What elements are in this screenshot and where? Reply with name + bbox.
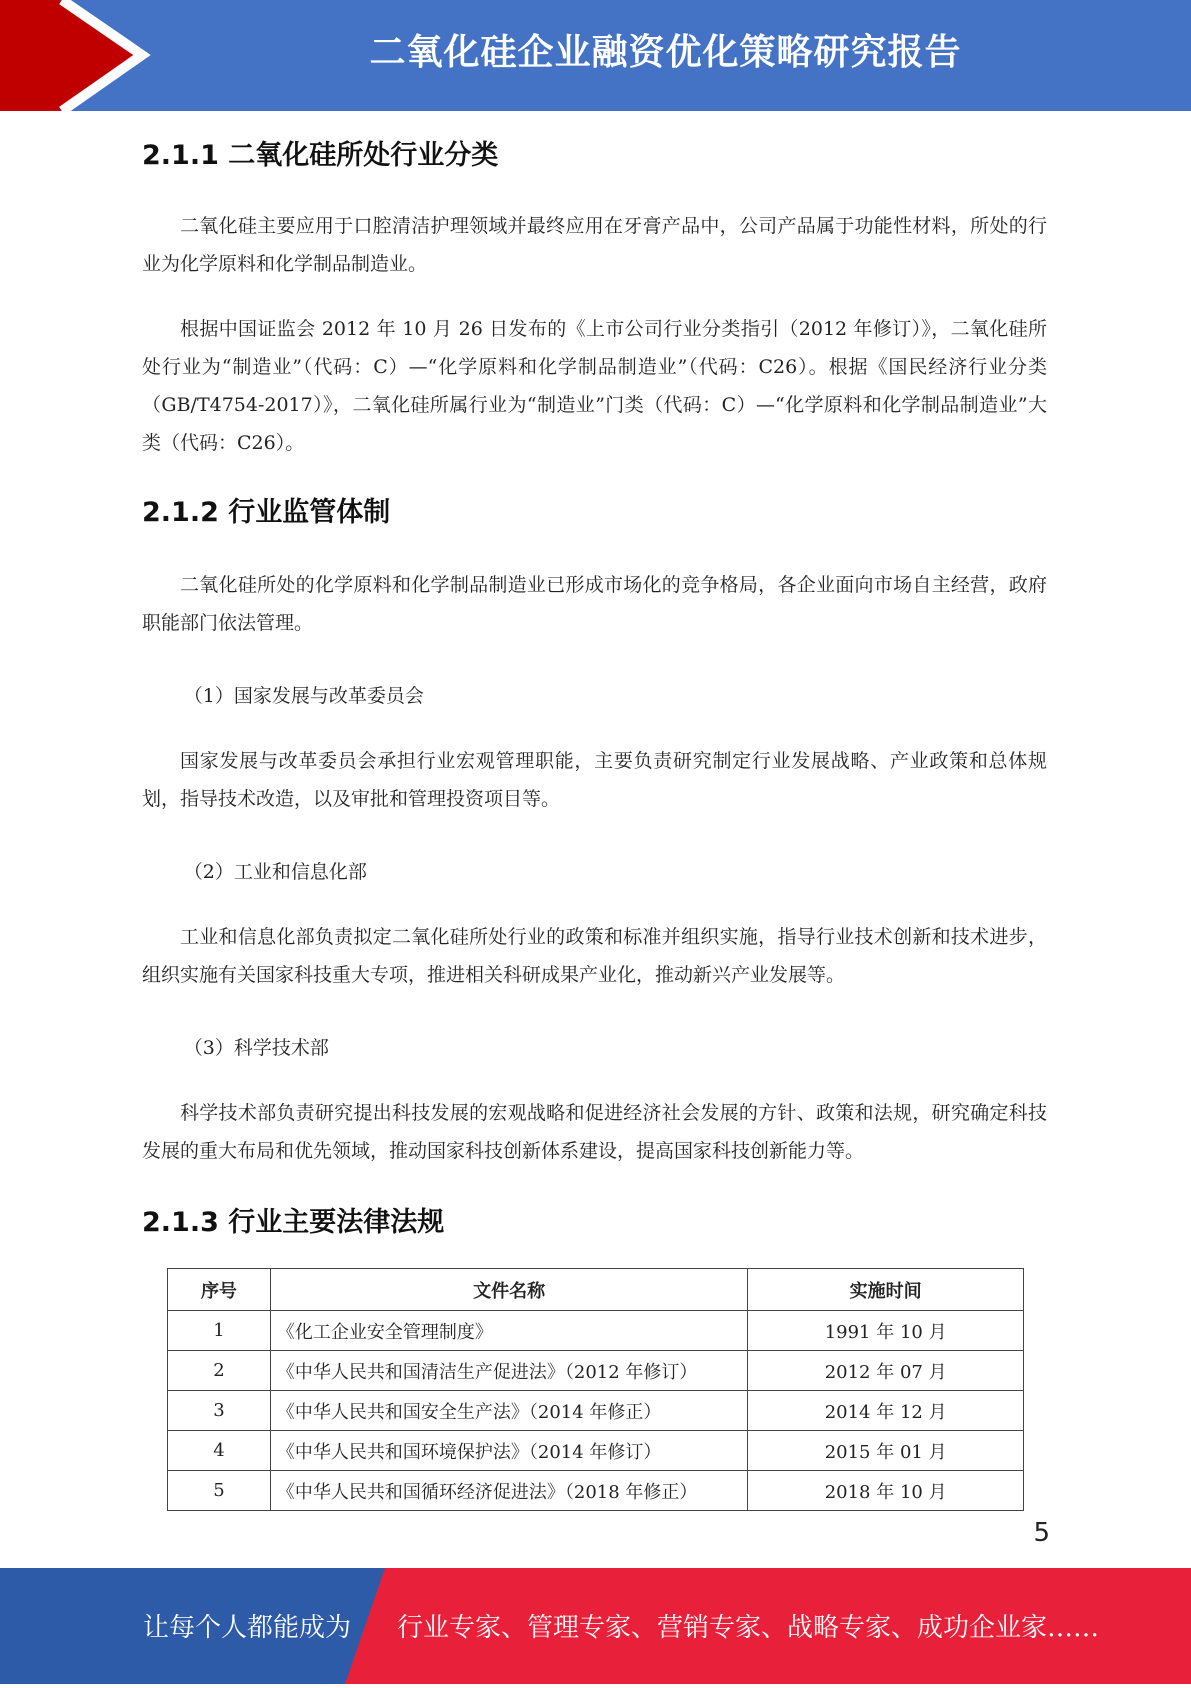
footer-slogan-right: 行业专家、管理专家、营销专家、战略专家、成功企业家…… — [397, 1613, 1100, 1643]
paragraph: 国家发展与改革委员会承担行业宏观管理职能，主要负责研究制定行业发展战略、产业政策和总体规划，指导技术改造，以及审批和管理投资项目等。 — [142, 750, 1047, 810]
table-row — [168, 1351, 1024, 1391]
effective-date: 2018 年 10 月 — [748, 1471, 1024, 1511]
report-title: 二氧化硅企业融资优化策略研究报告 — [369, 32, 962, 73]
table-header-row — [168, 1269, 1024, 1311]
document-name: 《中华人民共和国循环经济促进法》（2018 年修正） — [270, 1471, 747, 1511]
row-index: 3 — [168, 1391, 271, 1431]
table-continuation-clip — [0, 1515, 1191, 1545]
section-heading-2-1-3: 2.1.3 行业主要法律法规 — [142, 1207, 445, 1238]
subsection-label: （3）科学技术部 — [183, 1037, 329, 1059]
section-heading-2-1-1: 2.1.1 二氧化硅所处行业分类 — [142, 140, 499, 171]
paragraph: 根据中国证监会 2012 年 10 月 26 日发布的《上市公司行业分类指引（2012 年修订）》，二氧化硅所处行业为“制造业”（代码：C）—“化学原料和化学制品制造业”（代码：C26）。根据《国民经济行业分类（GB/T4754-2017）》，二氧化硅所属行业为“制造业”门类（代码：C）—“化学原料和化学制品制造业”大类（代码：C26）。 — [142, 318, 1047, 454]
page-number: 5 — [1033, 1518, 1050, 1548]
row-index: 1 — [168, 1311, 271, 1351]
table-row — [168, 1391, 1024, 1431]
column-header: 实施时间 — [748, 1269, 1024, 1311]
effective-date: 1991 年 10 月 — [748, 1311, 1024, 1351]
table-row — [168, 1311, 1024, 1351]
row-index: 2 — [168, 1351, 271, 1391]
effective-date: 2012 年 07 月 — [748, 1351, 1024, 1391]
column-header: 序号 — [168, 1269, 271, 1311]
subsection-label: （2）工业和信息化部 — [183, 861, 367, 883]
document-name: 《中华人民共和国安全生产法》（2014 年修正） — [270, 1391, 747, 1431]
regulations-table — [167, 1268, 1024, 1511]
table-row — [168, 1471, 1024, 1511]
effective-date: 2015 年 01 月 — [748, 1431, 1024, 1471]
page-footer — [0, 1568, 1191, 1684]
document-name: 《化工企业安全管理制度》 — [270, 1311, 747, 1351]
paragraph: 工业和信息化部负责拟定二氧化硅所处行业的政策和标准并组织实施，指导行业技术创新和技术进步，组织实施有关国家科技重大专项，推进相关科研成果产业化，推动新兴产业发展等。 — [142, 926, 1047, 986]
footer-slogan-left: 让每个人都能成为 — [143, 1613, 352, 1643]
paragraph: 二氧化硅主要应用于口腔清洁护理领域并最终应用在牙膏产品中，公司产品属于功能性材料，所处的行业为化学原料和化学制品制造业。 — [142, 215, 1047, 275]
header-arrow-decoration — [0, 0, 160, 111]
paragraph: 科学技术部负责研究提出科技发展的宏观战略和促进经济社会发展的方针、政策和法规，研究确定科技发展的重大布局和优先领域，推动国家科技创新体系建设，提高国家科技创新能力等。 — [142, 1102, 1047, 1162]
row-index: 5 — [168, 1471, 271, 1511]
row-index: 4 — [168, 1431, 271, 1471]
section-heading-2-1-2: 2.1.2 行业监管体制 — [142, 497, 391, 528]
effective-date: 2014 年 12 月 — [748, 1391, 1024, 1431]
paragraph: 二氧化硅所处的化学原料和化学制品制造业已形成市场化的竞争格局，各企业面向市场自主经营，政府职能部门依法管理。 — [142, 574, 1047, 634]
document-name: 《中华人民共和国环境保护法》（2014 年修订） — [270, 1431, 747, 1471]
subsection-label: （1）国家发展与改革委员会 — [183, 685, 424, 707]
table-row — [168, 1431, 1024, 1471]
page-header — [0, 0, 1191, 111]
document-name: 《中华人民共和国清洁生产促进法》（2012 年修订） — [270, 1351, 747, 1391]
column-header: 文件名称 — [270, 1269, 747, 1311]
